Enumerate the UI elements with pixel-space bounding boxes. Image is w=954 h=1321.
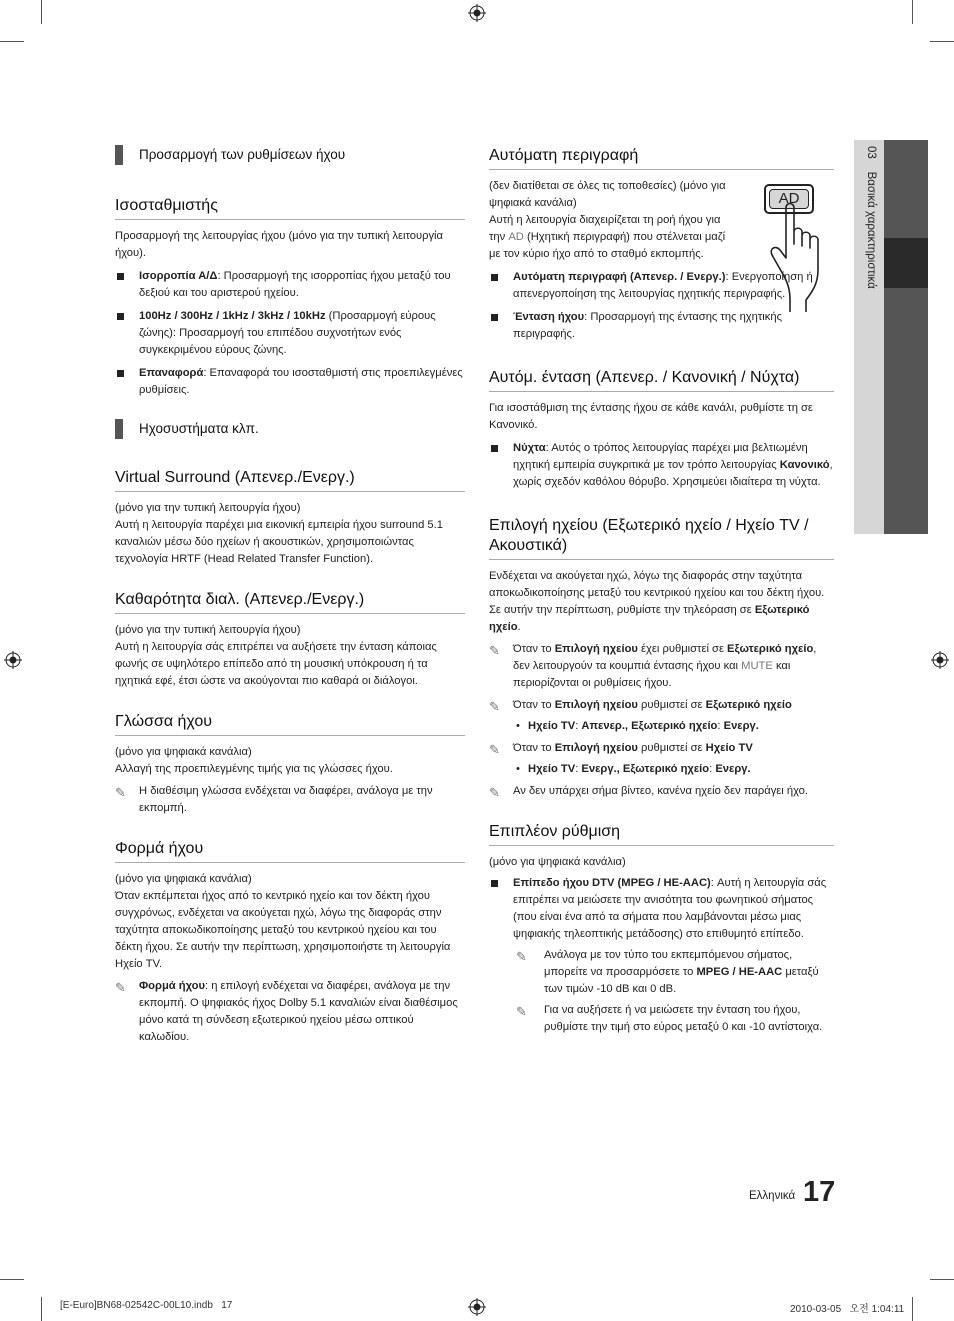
note: ✎ Η διαθέσιμη γλώσσα ενδέχεται να διαφέρει, ανάλογα με την εκπομπή. <box>115 785 433 814</box>
registration-mark-icon <box>4 651 22 669</box>
list-item: Ένταση ήχου: Προσαρμογή της έντασης της ηχητικής περιγραφής. <box>489 309 834 343</box>
virtual-surround-text: Αυτή η λειτουργία παρέχει μια εικονική εμπειρία ήχου surround 5.1 καναλιών μέσω δύο ηχείων ή ακουστικών, χρησιμοποιώντας τεχνολογία HRTF (Head Related Transfer Function). <box>115 519 443 565</box>
registration-mark-icon <box>931 651 949 669</box>
crop-mark <box>41 0 42 24</box>
auto-volume-title: Αυτόμ. ένταση (Απενερ. / Κανονική / Νύχτα) <box>489 368 834 392</box>
print-file-info: [E-Euro]BN68-02542C-00L10.indb 17 <box>60 1300 233 1311</box>
list-item: Αυτόματη περιγραφή (Απενερ. / Ενεργ.): Ενεργοποίηση ή απενεργοποίηση της λειτουργίας ηχητικής περιγραφής. <box>489 269 834 303</box>
chapter-number: 03 <box>865 146 877 159</box>
speaker-select-text: Ενδέχεται να ακούγεται ηχώ, λόγω της διαφοράς στην ταχύτητα αποκωδικοποίησης μεταξύ του κεντρικού ηχείου και του δέκτη ήχου. Σε αυτήν την περίπτωση, ρυθμίστε την τηλεόραση σε Εξωτερικό ηχείο. <box>489 570 825 633</box>
note-pencil-icon: ✎ <box>115 785 126 800</box>
registration-mark-icon <box>468 1298 486 1316</box>
audio-description-sub: (δεν διατίθεται σε όλες τις τοποθεσίες) (μόνο για ψηφιακά κανάλια) <box>489 180 726 209</box>
note-pencil-icon: ✎ <box>489 785 500 800</box>
note-pencil-icon: ✎ <box>489 699 500 714</box>
note-pencil-icon: ✎ <box>489 742 500 757</box>
dot-item: • Ηχείο TV: Απενερ., Εξωτερικό ηχείο: Ενεργ. <box>489 718 834 735</box>
audio-format-sub: (μόνο για ψηφιακά κανάλια) <box>115 873 252 885</box>
note: ✎ Ανάλογα με τον τύπο του εκπεμπόμενου σήματος, μπορείτε να προσαρμόσετε το MPEG / HE-AAC μεταξύ των τιμών -10 dB και 0 dB. <box>516 949 819 995</box>
audio-description-text: Αυτή η λειτουργία διαχειρίζεται τη ροή ήχου για την AD (Ηχητική περιγραφή) που στέλνεται μαζί με τον κύριο ήχο από το σταθμό εκπομπής. <box>489 214 726 260</box>
crop-mark <box>0 1279 24 1280</box>
audio-language-sub: (μόνο για ψηφιακά κανάλια) <box>115 746 252 758</box>
note: ✎ Όταν το Επιλογή ηχείου ρυθμιστεί σε Εξωτερικό ηχείο <box>489 699 792 714</box>
note: ✎ Όταν το Επιλογή ηχείου ρυθμιστεί σε Ηχείο TV <box>489 742 753 757</box>
audio-language-title: Γλώσσα ήχου <box>115 712 465 736</box>
crop-mark <box>912 0 913 24</box>
chapter-label <box>865 146 877 289</box>
dialog-clarity-sub: (μόνο για την τυπική λειτουργία ήχου) <box>115 624 301 636</box>
footer-language: Ελληνικά <box>749 1190 796 1202</box>
note-pencil-icon: ✎ <box>489 643 500 658</box>
dialog-clarity-text: Αυτή η λειτουργία σάς επιτρέπει να αυξήσετε την ένταση κάποιας φωνής σε υψηλότερο επίπεδο από τη μουσική υπόκρουση ή τα ηχητικά εφέ, έτσι ώστε να ακούγονται πιο καθαρά οι διάλογοι. <box>115 641 437 687</box>
equalizer-title: Ισοσταθμιστής <box>115 196 465 220</box>
crop-mark <box>0 41 24 42</box>
crop-mark <box>912 1297 913 1321</box>
crop-mark <box>930 41 954 42</box>
print-date-info: 2010-03-05 오전 1:04:11 <box>790 1304 905 1315</box>
dialog-clarity-title: Καθαρότητα διαλ. (Απενερ./Ενεργ.) <box>115 590 465 614</box>
note-pencil-icon: ✎ <box>516 1004 527 1019</box>
page-number: 17 <box>803 1176 836 1208</box>
audio-format-text: Όταν εκπέμπεται ήχος από το κεντρικό ηχείο και τον δέκτη ήχου συγχρόνως, ενδέχεται να ακούγεται ηχώ, λόγω της διαφοράς στην ταχύτητα αποκωδικοποίησης μεταξύ του κεντρικού ηχείου και του δέκτη ήχου. Σε αυτήν την περίπτωση, χρησιμοποιήστε τη λειτουργία Ηχείο TV. <box>115 890 451 970</box>
list-item: Ισορροπία Α/Δ: Προσαρμογή της ισορροπίας ήχου μεταξύ του δεξιού και του αριστερού ηχείου. <box>115 268 465 302</box>
list-item: Επαναφορά: Επαναφορά του ισοσταθμιστή στις προεπιλεγμένες ρυθμίσεις. <box>115 365 465 399</box>
additional-setting-sub: (μόνο για ψηφιακά κανάλια) <box>489 856 626 868</box>
audio-description-title: Αυτόματη περιγραφή <box>489 146 834 170</box>
chapter-tab-edge <box>884 140 928 534</box>
note-pencil-icon: ✎ <box>115 980 126 995</box>
note-pencil-icon: ✎ <box>516 949 527 964</box>
crop-mark <box>41 1297 42 1321</box>
note: ✎ Για να αυξήσετε ή να μειώσετε την ένταση του ήχου, ρυθμίστε την τιμή στο εύρος μεταξύ 0 και -10 αντίστοιχα. <box>516 1004 823 1033</box>
chapter-title: Βασικά χαρακτηριστικά <box>865 171 877 289</box>
virtual-surround-title: Virtual Surround (Απενερ./Ενεργ.) <box>115 468 465 492</box>
crop-mark <box>930 1279 954 1280</box>
speaker-select-title: Επιλογή ηχείου (Εξωτερικό ηχείο / Ηχείο TV / Ακουστικά) <box>489 516 834 560</box>
note: ✎ Αν δεν υπάρχει σήμα βίντεο, κανένα ηχείο δεν παράγει ήχο. <box>489 785 808 800</box>
section-heading-sound-settings: Προσαρμογή των ρυθμίσεων ήχου <box>115 146 465 164</box>
audio-format-title: Φορμά ήχου <box>115 839 465 863</box>
registration-mark-icon <box>468 4 486 22</box>
right-column <box>489 146 834 1036</box>
dot-item: • Ηχείο TV: Ενεργ., Εξωτερικό ηχείο: Ενεργ. <box>489 761 834 778</box>
list-item: 100Hz / 300Hz / 1kHz / 3kHz / 10kHz (Προσαρμογή εύρους ζώνης): Προσαρμογή του επιπέδου συχνοτήτων ενός συγκεκριμένου εύρους ζώνης. <box>115 308 465 359</box>
additional-setting-title: Επιπλέον ρύθμιση <box>489 822 834 846</box>
chapter-tab-marker <box>884 238 928 288</box>
equalizer-text: Προσαρμογή της λειτουργίας ήχου (μόνο για την τυπική λειτουργία ήχου). <box>115 230 444 259</box>
ad-button: AD <box>764 184 814 214</box>
list-item: Επίπεδο ήχου DTV (MPEG / HE-AAC): Αυτή η λειτουργία σάς επιτρέπει να μειώσετε την ανισότητα του φωνητικού σήματος (που είναι ένα από τα σήματα που λαμβάνονται μέσω μιας ψηφιακής τηλεοπτικής μετάδοσης) στο επιθυμητό επίπεδο. <box>489 875 834 943</box>
note: ✎ Φορμά ήχου: η επιλογή ενδέχεται να διαφέρει, ανάλογα με την εκπομπή. Ο ψηφιακός ήχος Dolby 5.1 καναλιών είναι διαθέσιμος μόνο κατά τη σύνδεση εξωτερικού ηχείου μέσω οπτικού καλωδίου. <box>115 980 458 1043</box>
note: ✎ Όταν το Επιλογή ηχείου έχει ρυθμιστεί σε Εξωτερικό ηχείο, δεν λειτουργούν τα κουμπιά έντασης ήχου και MUTE και περιορίζονται οι ρυθμίσεις ήχου. <box>489 643 817 689</box>
audio-language-text: Αλλαγή της προεπιλεγμένης τιμής για τις γλώσσες ήχου. <box>115 763 393 775</box>
left-column <box>115 146 465 1046</box>
section-heading-sound-systems: Ηχοσυστήματα κλπ. <box>115 420 465 438</box>
list-item: Νύχτα: Αυτός ο τρόπος λειτουργίας παρέχει μια βελτιωμένη ηχητική εμπειρία συγκριτικά με τον τρόπο λειτουργίας Κανονικό, χωρίς σχεδόν καθόλου θόρυβο. Χρησιμεύει ιδιαίτερα τη νύχτα. <box>489 440 834 491</box>
auto-volume-text: Για ισοστάθμιση της έντασης ήχου σε κάθε κανάλι, ρυθμίστε τη σε Κανονικό. <box>489 402 813 431</box>
virtual-surround-sub: (μόνο για την τυπική λειτουργία ήχου) <box>115 502 301 514</box>
